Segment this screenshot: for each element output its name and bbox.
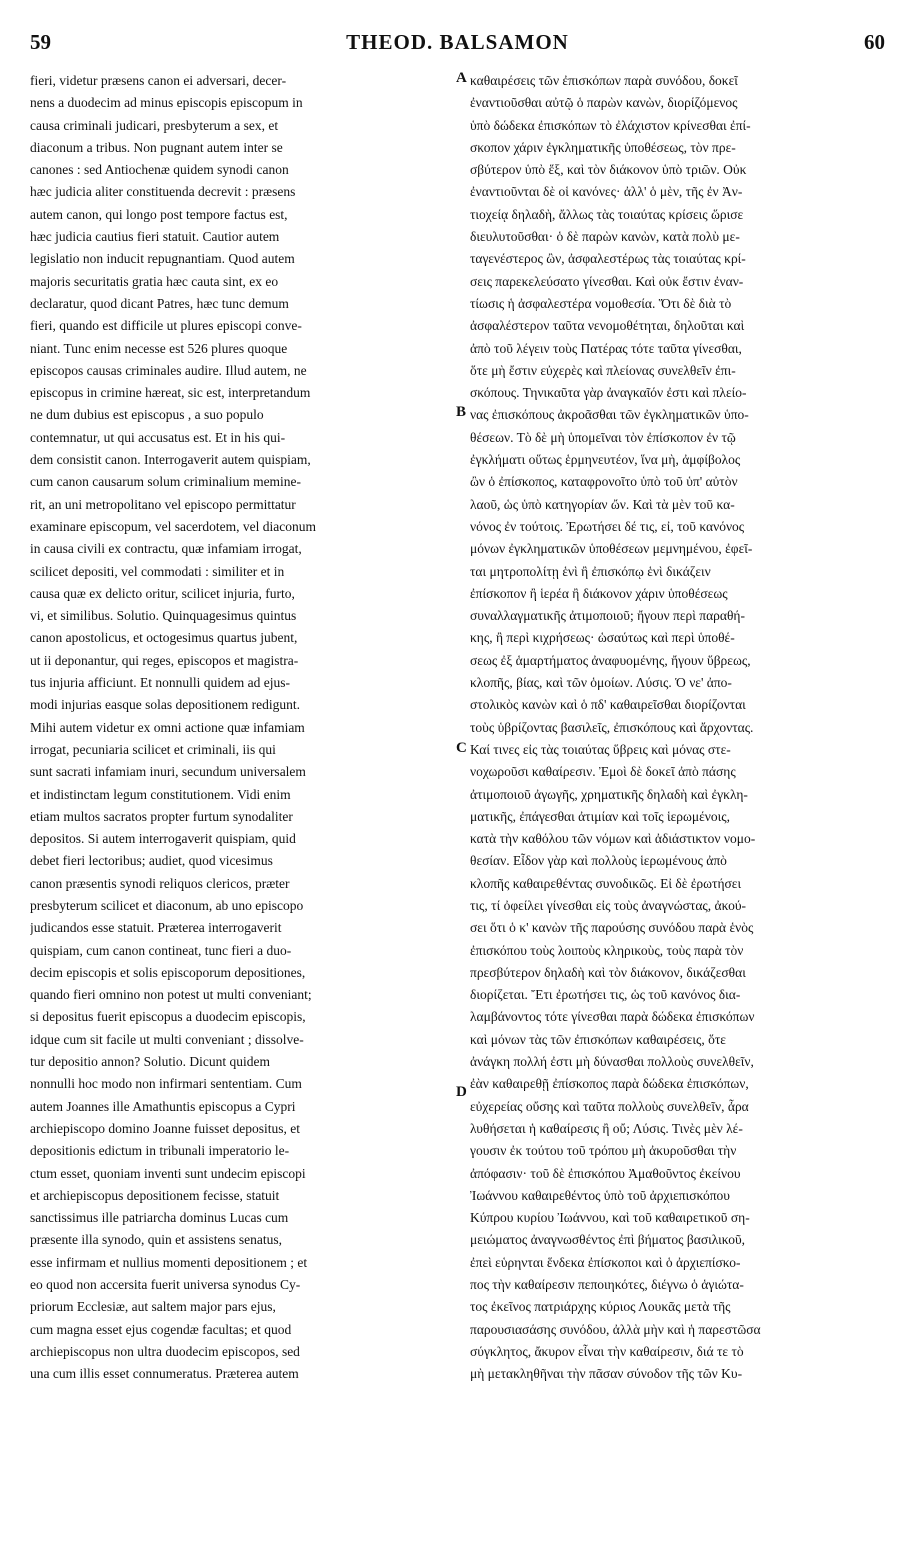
text-line: λυθήσεται ἡ καθαίρεσις ἢ οὔ; Λύσις. Τινὲς μὲν λέ- [470, 1120, 743, 1136]
text-line: vi, et similibus. Solutio. Quinquagesimus quintus [30, 608, 297, 624]
text-line: τιοχείᾳ δηλαδὴ, ἄλλως τὰς τοιαύτας κρίσεις ὥρισε [470, 206, 744, 222]
text-line: ἐπισκόπου τοὺς λοιποὺς κληρικοὺς, τοὺς παρὰ τὸν [470, 942, 744, 958]
text-line: σύγκλητος, ἄκυρον εἶναι τὴν καθαίρεσιν, διά τε τὸ [470, 1343, 744, 1359]
text-line: canon præsentis synodi reliquos clericos, præter [30, 875, 290, 891]
text-line: διορίζεται. Ἔτι ἐρωτήσει τις, ὡς τοῦ κανόνος δια- [470, 987, 741, 1003]
text-line: esse infirmam et nullius momenti depositionem ; et [30, 1254, 308, 1270]
text-line: γουσιν ἐκ τούτου τοῦ τρόπου μὴ ἀκυροῦσθαι τὴν [470, 1143, 737, 1159]
text-line: καὶ μόνων τὰς τῶν ἐπισκόπων καθαιρέσεις, ὅτε [470, 1031, 726, 1047]
text-line: εὐχερείας οὔσης καὶ ταῦτα πολλοὺς συνελθεῖν, ἆρα [470, 1098, 749, 1114]
text-line: Καί τινες εἰς τὰς τοιαύτας ὕβρεις καὶ μόνας στε- [470, 741, 731, 757]
text-line: ὑπὸ δώδεκα ἐπισκόπων τὸ ἐλάχιστον κρίνεσθαι ἐπί- [470, 117, 751, 133]
text-line: dem consistit canon. Interrogaverit autem quispiam, [30, 452, 311, 468]
text-line: σεις παρεκελεύσατο γίνεσθαι. Καὶ οὐκ ἔστιν ἐναν- [470, 273, 744, 289]
text-line: eo quod non accersita fuerit universa synodus Cy- [30, 1277, 301, 1293]
text-line: canones : sed Antiochenæ quidem synodi canon [30, 162, 289, 178]
text-line: ἐπίσκοπον ἢ ἱερέα ἢ διάκονον χάριν ὑποθέσεως [470, 585, 728, 601]
text-line: τις, τί ὀφείλει γίνεσθαι εἰς τοὺς ἀναγνώστας, ἀκού- [470, 897, 747, 913]
text-line: depositos. Si autem interrogaverit quispiam, quid [30, 831, 296, 847]
text-line: ἀσφαλέστερον ταῦτα νενομοθέτηται, δηλοῦται καὶ [470, 318, 745, 334]
text-line: διευλυτοῦσθαι· ὁ δὲ παρὼν κανὼν, κατὰ πολὺ με- [470, 229, 740, 245]
text-line: τοὺς ὑβρίζοντας βασιλεῖς, ἐπισκόπους καὶ ἄρχοντας. [470, 719, 754, 735]
text-line: modi injurias easque solas depositionem redigunt. [30, 697, 300, 713]
text-line: hæc judicia aliter constituenda decrevit : præsens [30, 184, 296, 200]
text-line: νόνος ἐν τούτοις. Ἐρωτήσει δέ τις, εἰ, τοῦ κανόνος [470, 518, 745, 534]
text-line: legislatio non inducit repugnantiam. Quod autem [30, 251, 295, 267]
page-header [30, 30, 885, 64]
text-line: nens a duodecim ad minus episcopis episcopum in [30, 95, 303, 111]
text-line: declaratur, quod dicant Patres, hæc tunc demum [30, 295, 289, 311]
text-line: nonnulli hoc modo non infirmari sententiam. Cum [30, 1076, 302, 1092]
text-line: episcopus in crimine hæreat, sic est, interpretandum [30, 385, 311, 401]
margin-letter-d: D [456, 1084, 467, 1100]
text-line: Κύπρου κυρίου Ἰωάννου, καὶ τοῦ καθαιρετικοῦ ση- [470, 1210, 750, 1226]
text-line: quando fieri omnino non potest ut multi conveniant; [30, 987, 312, 1003]
text-line: contemnatur, ut qui accusatus est. Et in his qui- [30, 429, 286, 445]
text-line: causa quæ ex delicto oritur, scilicet injuria, furto, [30, 585, 295, 601]
text-line: examinare episcopum, vel sacerdotem, vel diaconum [30, 518, 317, 534]
text-line: sunt sacrati infamiam inuri, secundum universalem [30, 764, 306, 780]
text-line: κλοπῆς, βίας, καὶ τῶν ὁμοίων. Λύσις. Ὁ νε' ἀπο- [470, 675, 732, 691]
text-line: ut ii deponantur, qui reges, episcopos et magistra- [30, 652, 299, 668]
text-line: στολικὸς κανὼν καὶ ὁ πδ' καθαιρεῖσθαι διορίζονται [470, 697, 746, 713]
text-line: rit, an uni metropolitano vel episcopo permittatur [30, 496, 296, 512]
text-line: priorum Ecclesiæ, aut saltem major pars ejus, [30, 1299, 276, 1315]
text-line: archiepiscopus non ultra duodecim episcopos, sed [30, 1343, 300, 1359]
text-line: archiepiscopo domino Joanne fuisset depositus, et [30, 1120, 300, 1136]
text-line: et archiepiscopus depositionem fecisse, statuit [30, 1187, 280, 1203]
text-line: scilicet depositi, vel commodati : similiter et in [30, 563, 285, 579]
text-line: πρεσβύτερον δηλαδὴ καὶ τὸν διάκονον, δικάζεσθαι [470, 964, 746, 980]
text-line: Ἰωάννου καθαιρεθέντος ὑπὸ τοῦ ἀρχιεπισκόπου [470, 1187, 730, 1203]
text-line: cum canon causarum solum criminalium memine- [30, 474, 302, 490]
text-line: si depositus fuerit episcopus a duodecim episcopis, [30, 1009, 306, 1025]
text-line: majoris securitatis gratia hæc cauta sint, ex eo [30, 273, 279, 289]
greek-column [470, 70, 890, 1535]
text-line: σει ὅτι ὁ κ' κανὼν τῆς παρούσης συνόδου παρὰ ἑνὸς [470, 920, 754, 936]
text-line: λαμβάνοντος τότε γίνεσθαι παρὰ δώδεκα ἐπισκόπων [470, 1009, 755, 1025]
text-line: ὢν ὁ ἐπίσκοπος, καταφρονοῖτο ὑπὸ τοῦ ὑπ' αὐτὸν [470, 474, 738, 490]
text-line: παρουσιασάσης συνόδου, ἀλλὰ μὴν καὶ ἡ παρεστῶσα [470, 1321, 761, 1337]
text-line: κης, ἢ περὶ κιχρήσεως· ὡσαύτως καὶ περὶ ὑποθέ- [470, 630, 735, 646]
text-line: quispiam, cum canon contineat, tunc fieri a duo- [30, 942, 292, 958]
text-line: ἀτιμοποιοῦ ἀγωγῆς, χρηματικῆς δηλαδὴ καὶ ἐγκλη- [470, 786, 748, 802]
text-line: ἀνάγκη πολλή ἐστι μὴ δύνασθαι πολλοὺς συνελθεῖν, [470, 1054, 754, 1070]
latin-column [30, 70, 450, 1535]
margin-letter-a: A [456, 70, 467, 86]
text-line: sanctissimus ille patriarcha dominus Lucas cum [30, 1210, 289, 1226]
text-line: ctum esset, quoniam inventi sunt undecim episcopi [30, 1165, 306, 1181]
text-line: diaconum a tribus. Non pugnant autem inter se [30, 139, 283, 155]
text-line: σκόπους. Τηνικαῦτα γὰρ ἀναγκαῖόν ἐστι καὶ πλείο- [470, 385, 747, 401]
text-line: hæc judicia cautius fieri statuit. Cautior autem [30, 229, 280, 245]
text-line: τος ἐκεῖνος πατριάρχης κύριος Λουκᾶς μετὰ τῆς [470, 1299, 731, 1315]
text-line: μόνων ἐγκληματικῶν ὑποθέσεων μεμνημένου, ἐφεῖ- [470, 541, 753, 557]
text-line: ἐναντιοῦνται δὲ οἱ κανόνες· ἀλλ' ὁ μὲν, τῆς ἐν Ἀν- [470, 184, 743, 200]
text-line: ἐπεὶ εὑρηνται ἕνδεκα ἐπίσκοποι καὶ ὁ ἀρχιεπίσκο- [470, 1254, 741, 1270]
text-line: κλοπῆς καθαιρεθέντας συνοδικῶς. Εἰ δὲ ἐρωτήσει [470, 875, 742, 891]
text-line: depositionis edictum in tribunali imperatorio le- [30, 1143, 290, 1159]
text-line: presbyterum scilicet et diaconum, ab uno episcopo [30, 897, 304, 913]
running-title: THEOD. BALSAMON [346, 30, 569, 54]
text-line: μὴ μετακληθῆναι τὴν πᾶσαν σύνοδον τῆς τῶν Κυ- [470, 1366, 743, 1382]
text-line: tur depositio annon? Solutio. Dicunt quidem [30, 1054, 270, 1070]
text-line: ἐναντιοῦσθαι αὐτῷ ὁ παρὼν κανὼν, διορίζόμενος [470, 95, 738, 111]
text-line: ἐγκλήματι οὕτως ἑρμηνευτέον, ἵνα μὴ, ἀμφίβολος [470, 452, 741, 468]
text-line: ἀπόφασιν· τοῦ δὲ ἐπισκόπου Ἀμαθοῦντος ἐκείνου [470, 1165, 741, 1181]
text-line: cum magna esset ejus cogendæ facultas; et quod [30, 1321, 292, 1337]
text-line: autem Joannes ille Amathuntis episcopus a Cypri [30, 1098, 296, 1114]
text-line: ne dum dubius est episcopus , a suo populo [30, 407, 264, 423]
text-line: ματικῆς, ἐπάγεσθαι ἀτιμίαν καὶ τοῖς ἱερωμένοις, [470, 808, 730, 824]
text-line: causa criminali judicari, presbyterum a sex, et [30, 117, 279, 133]
text-line: episcopos causas criminales audire. Illud autem, ne [30, 362, 307, 378]
text-line: ἀπὸ τοῦ λέγειν τοὺς Πατέρας τότε ταῦτα γίνεσθαι, [470, 340, 742, 356]
text-line: et indistinctam legum constitutionem. Vidi enim [30, 786, 291, 802]
text-line: σβύτερον ὑπὸ ἕξ, καὶ τὸν διάκονον ὑπὸ τριῶν. Οὐκ [470, 162, 747, 178]
margin-letter-b: B [456, 404, 467, 420]
text-line: etiam multos sacratos propter furtum synodaliter [30, 808, 293, 824]
text-line: λαοῦ, ὡς ὑπὸ κατηγορίαν ὤν. Καὶ τὰ μὲν τοῦ κα- [470, 496, 735, 512]
text-line: τίωσις ἡ ἀσφαλεστέρα νομοθεσία. Ὅτι δὲ διὰ τὸ [470, 295, 732, 311]
text-line: tus injuria afficiunt. Et nonnulli quidem ad ejus- [30, 675, 290, 691]
text-line: canon apostolicus, et octogesimus quartus jubent, [30, 630, 298, 646]
text-line: judicandos esse statuit. Præterea interrogaverit [30, 920, 282, 936]
margin-letter-c: C [456, 740, 467, 756]
text-line: σκοπον χάριν ἐγκληματικῆς ὑποθέσεως, τὸν πρε- [470, 139, 736, 155]
text-line: μειώματος ἀναγνωσθέντος ἐπὶ βήματος βασιλικοῦ, [470, 1232, 746, 1248]
text-line: una cum illis esset connumeratus. Præterea autem [30, 1366, 299, 1382]
text-line: ται μητροπολίτῃ ἑνὶ ἢ ἐπισκόπῳ ἑνὶ δικάζειν [470, 563, 711, 579]
text-line: νοχωροῦσι καθαίρεσιν. Ἐμοὶ δὲ δοκεῖ ἀπὸ πάσης [470, 764, 736, 780]
text-line: præsente illa synodo, quin et assistens senatus, [30, 1232, 282, 1248]
text-line: ἐὰν καθαιρεθῇ ἐπίσκοπος παρὰ δώδεκα ἐπισκόπων, [470, 1076, 749, 1092]
text-line: irrogat, pecuniaria scilicet et criminali, iis qui [30, 741, 276, 757]
text-line: ταγενέστερος ὢν, ἀσφαλεστέρως τὰς τοιαύτας κρί- [470, 251, 746, 267]
text-line: νας ἐπισκόπους ἀκροᾶσθαι τῶν ἐγκληματικῶν ὑπο- [470, 407, 749, 423]
text-line: καθαιρέσεις τῶν ἐπισκόπων παρὰ συνόδου, δοκεῖ [470, 73, 738, 88]
text-line: θέσεων. Τὸ δὲ μὴ ὑπομεῖναι τὸν ἐπίσκοπον ἐν τῷ [470, 429, 736, 445]
text-line: συναλλαγματικῆς ἀτιμοποιοῦ; ἤγουν περὶ παραθή- [470, 608, 745, 624]
text-line: fieri, videtur præsens canon ei adversari, decer- [30, 73, 287, 88]
text-line: niant. Tunc enim necesse est 526 plures quoque [30, 340, 288, 356]
text-line: fieri, quando est difficile ut plures episcopi conve- [30, 318, 302, 334]
text-line: decim episcopis et solis episcoporum depositiones, [30, 964, 306, 980]
text-line: θεσίαν. Εἶδον γὰρ καὶ πολλοὺς ἱερωμένους ἀπὸ [470, 853, 727, 869]
text-line: πος τὴν καθαίρεσιν πεποιηκότες, διέγνω ὁ ἁγιώτα- [470, 1277, 744, 1293]
text-line: κατὰ τὴν καθόλου τῶν νόμων καὶ ἀδιάστικτον νομο- [470, 831, 756, 847]
text-line: ὅτε μὴ ἔστιν εὐχερὲς καὶ πλείονας συνελθεῖν ἐπι- [470, 362, 736, 378]
text-line: Mihi autem videtur ex omni actione quæ infamiam [30, 719, 305, 735]
text-line: autem canon, qui longo post tempore factus est, [30, 206, 288, 222]
page-number-left: 59 [30, 30, 51, 54]
text-line: in causa civili ex contractu, quæ infamiam irrogat, [30, 541, 302, 557]
text-line: idque cum sit facile ut multi conveniant ; dissolve- [30, 1031, 304, 1047]
page-number-right: 60 [864, 30, 885, 54]
text-line: σεως ἐξ ἁμαρτήματος ἀναφυομένης, ἤγουν ὕβρεως, [470, 652, 751, 668]
text-line: debet fieri lectoribus; audiet, quod vicesimus [30, 853, 273, 869]
